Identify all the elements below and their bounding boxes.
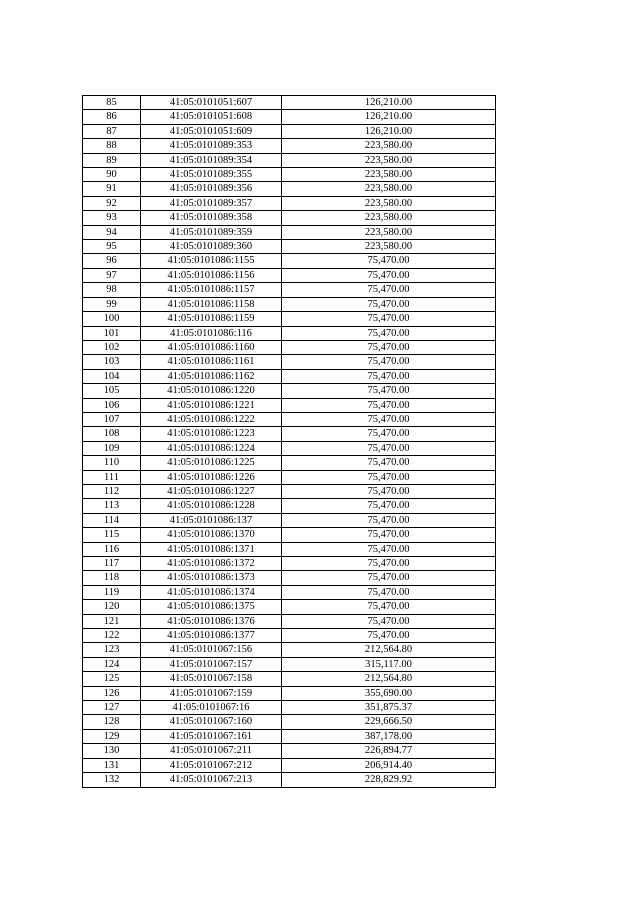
row-number-cell: 127 <box>83 701 141 715</box>
cadastral-value-cell: 75,470.00 <box>282 571 496 585</box>
row-number-cell: 132 <box>83 773 141 787</box>
row-number-cell: 97 <box>83 268 141 282</box>
row-number-cell: 101 <box>83 326 141 340</box>
cadastral-value-cell: 126,210.00 <box>282 110 496 124</box>
cadastral-value-cell: 75,470.00 <box>282 585 496 599</box>
cadastral-number-cell: 41:05:0101086:1162 <box>141 369 282 383</box>
table-row <box>83 225 496 239</box>
cadastral-value-cell: 75,470.00 <box>282 484 496 498</box>
row-number-cell: 108 <box>83 427 141 441</box>
cadastral-value-cell: 75,470.00 <box>282 456 496 470</box>
row-number-cell: 126 <box>83 686 141 700</box>
row-number-cell: 130 <box>83 744 141 758</box>
row-number-cell: 91 <box>83 182 141 196</box>
cadastral-value-cell: 223,580.00 <box>282 153 496 167</box>
row-number-cell: 117 <box>83 557 141 571</box>
cadastral-value-cell: 75,470.00 <box>282 499 496 513</box>
row-number-cell: 120 <box>83 600 141 614</box>
cadastral-number-cell: 41:05:0101051:608 <box>141 110 282 124</box>
table-row <box>83 369 496 383</box>
cadastral-value-cell: 75,470.00 <box>282 470 496 484</box>
table-row <box>83 484 496 498</box>
cadastral-number-cell: 41:05:0101086:1227 <box>141 484 282 498</box>
table-row <box>83 657 496 671</box>
row-number-cell: 99 <box>83 297 141 311</box>
cadastral-number-cell: 41:05:0101086:1372 <box>141 557 282 571</box>
table-row <box>83 312 496 326</box>
row-number-cell: 100 <box>83 312 141 326</box>
cadastral-value-cell: 223,580.00 <box>282 168 496 182</box>
cadastral-value-cell: 75,470.00 <box>282 557 496 571</box>
cadastral-number-cell: 41:05:0101086:1371 <box>141 542 282 556</box>
cadastral-value-cell: 75,470.00 <box>282 614 496 628</box>
cadastral-value-cell: 75,470.00 <box>282 283 496 297</box>
table-row <box>83 571 496 585</box>
cadastral-number-cell: 41:05:0101067:211 <box>141 744 282 758</box>
cadastral-number-cell: 41:05:0101086:1220 <box>141 384 282 398</box>
row-number-cell: 105 <box>83 384 141 398</box>
cadastral-value-cell: 351,875.37 <box>282 701 496 715</box>
table-row <box>83 701 496 715</box>
cadastral-value-cell: 126,210.00 <box>282 96 496 110</box>
cadastral-number-cell: 41:05:0101086:1158 <box>141 297 282 311</box>
row-number-cell: 131 <box>83 758 141 772</box>
cadastral-number-cell: 41:05:0101086:137 <box>141 513 282 527</box>
row-number-cell: 111 <box>83 470 141 484</box>
cadastral-number-cell: 41:05:0101086:1370 <box>141 528 282 542</box>
table-row <box>83 470 496 484</box>
cadastral-value-cell: 223,580.00 <box>282 196 496 210</box>
row-number-cell: 104 <box>83 369 141 383</box>
cadastral-value-cell: 75,470.00 <box>282 441 496 455</box>
cadastral-number-cell: 41:05:0101086:1375 <box>141 600 282 614</box>
cadastral-number-cell: 41:05:0101086:1228 <box>141 499 282 513</box>
row-number-cell: 95 <box>83 240 141 254</box>
cadastral-value-cell: 315,117.00 <box>282 657 496 671</box>
table-row <box>83 441 496 455</box>
table-row <box>83 326 496 340</box>
table-row <box>83 744 496 758</box>
cadastral-number-cell: 41:05:0101089:356 <box>141 182 282 196</box>
row-number-cell: 124 <box>83 657 141 671</box>
cadastral-number-cell: 41:05:0101089:355 <box>141 168 282 182</box>
cadastral-number-cell: 41:05:0101086:1160 <box>141 340 282 354</box>
cadastral-value-cell: 75,470.00 <box>282 355 496 369</box>
row-number-cell: 106 <box>83 398 141 412</box>
row-number-cell: 114 <box>83 513 141 527</box>
row-number-cell: 122 <box>83 629 141 643</box>
cadastral-number-cell: 41:05:0101086:1221 <box>141 398 282 412</box>
table-row <box>83 600 496 614</box>
table-row <box>83 427 496 441</box>
cadastral-number-cell: 41:05:0101067:212 <box>141 758 282 772</box>
cadastral-number-cell: 41:05:0101086:1156 <box>141 268 282 282</box>
table-row <box>83 240 496 254</box>
row-number-cell: 102 <box>83 340 141 354</box>
cadastral-number-cell: 41:05:0101086:1377 <box>141 629 282 643</box>
cadastral-value-cell: 212,564.80 <box>282 672 496 686</box>
table-row <box>83 96 496 110</box>
table-row <box>83 585 496 599</box>
table-row <box>83 398 496 412</box>
table-row <box>83 182 496 196</box>
table-row <box>83 773 496 787</box>
cadastral-value-cell: 75,470.00 <box>282 268 496 282</box>
cadastral-value-cell: 75,470.00 <box>282 412 496 426</box>
cadastral-value-cell: 355,690.00 <box>282 686 496 700</box>
row-number-cell: 129 <box>83 729 141 743</box>
cadastral-number-cell: 41:05:0101089:360 <box>141 240 282 254</box>
cadastral-value-cell: 206,914.40 <box>282 758 496 772</box>
cadastral-number-cell: 41:05:0101086:1226 <box>141 470 282 484</box>
row-number-cell: 118 <box>83 571 141 585</box>
cadastral-value-cell: 75,470.00 <box>282 398 496 412</box>
row-number-cell: 86 <box>83 110 141 124</box>
cadastral-number-cell: 41:05:0101086:1161 <box>141 355 282 369</box>
table-row <box>83 139 496 153</box>
row-number-cell: 107 <box>83 412 141 426</box>
row-number-cell: 92 <box>83 196 141 210</box>
cadastral-value-cell: 75,470.00 <box>282 384 496 398</box>
table-row <box>83 355 496 369</box>
cadastral-number-cell: 41:05:0101086:1224 <box>141 441 282 455</box>
table-row <box>83 715 496 729</box>
cadastral-number-cell: 41:05:0101086:1374 <box>141 585 282 599</box>
cadastral-value-cell: 75,470.00 <box>282 513 496 527</box>
cadastral-number-cell: 41:05:0101089:354 <box>141 153 282 167</box>
cadastral-value-cell: 75,470.00 <box>282 600 496 614</box>
cadastral-value-cell: 223,580.00 <box>282 211 496 225</box>
table-row <box>83 542 496 556</box>
table-row <box>83 110 496 124</box>
table-row <box>83 340 496 354</box>
row-number-cell: 96 <box>83 254 141 268</box>
cadastral-number-cell: 41:05:0101086:1376 <box>141 614 282 628</box>
cadastral-value-cell: 212,564.80 <box>282 643 496 657</box>
row-number-cell: 98 <box>83 283 141 297</box>
row-number-cell: 87 <box>83 124 141 138</box>
cadastral-value-cell: 75,470.00 <box>282 427 496 441</box>
row-number-cell: 121 <box>83 614 141 628</box>
row-number-cell: 90 <box>83 168 141 182</box>
table-row <box>83 124 496 138</box>
cadastral-value-cell: 75,470.00 <box>282 326 496 340</box>
row-number-cell: 123 <box>83 643 141 657</box>
table-row <box>83 268 496 282</box>
table-row <box>83 729 496 743</box>
cadastral-value-cell: 75,470.00 <box>282 340 496 354</box>
row-number-cell: 109 <box>83 441 141 455</box>
cadastral-value-cell: 75,470.00 <box>282 369 496 383</box>
row-number-cell: 115 <box>83 528 141 542</box>
cadastral-value-table <box>82 95 496 788</box>
table-row <box>83 672 496 686</box>
table-row <box>83 499 496 513</box>
cadastral-value-cell: 75,470.00 <box>282 629 496 643</box>
table-row <box>83 153 496 167</box>
table-row <box>83 254 496 268</box>
cadastral-value-cell: 223,580.00 <box>282 240 496 254</box>
cadastral-number-cell: 41:05:0101086:1373 <box>141 571 282 585</box>
cadastral-value-cell: 75,470.00 <box>282 542 496 556</box>
row-number-cell: 116 <box>83 542 141 556</box>
cadastral-number-cell: 41:05:0101086:1159 <box>141 312 282 326</box>
cadastral-value-cell: 229,666.50 <box>282 715 496 729</box>
row-number-cell: 110 <box>83 456 141 470</box>
table-row <box>83 168 496 182</box>
cadastral-value-cell: 75,470.00 <box>282 528 496 542</box>
cadastral-number-cell: 41:05:0101086:1155 <box>141 254 282 268</box>
cadastral-number-cell: 41:05:0101067:157 <box>141 657 282 671</box>
cadastral-number-cell: 41:05:0101089:359 <box>141 225 282 239</box>
cadastral-number-cell: 41:05:0101067:161 <box>141 729 282 743</box>
cadastral-number-cell: 41:05:0101067:160 <box>141 715 282 729</box>
cadastral-number-cell: 41:05:0101067:213 <box>141 773 282 787</box>
cadastral-value-cell: 223,580.00 <box>282 182 496 196</box>
cadastral-number-cell: 41:05:0101086:1222 <box>141 412 282 426</box>
cadastral-value-cell: 387,178.00 <box>282 729 496 743</box>
table-row <box>83 456 496 470</box>
table-row <box>83 384 496 398</box>
cadastral-value-cell: 223,580.00 <box>282 139 496 153</box>
row-number-cell: 128 <box>83 715 141 729</box>
table-row <box>83 211 496 225</box>
cadastral-number-cell: 41:05:0101067:159 <box>141 686 282 700</box>
table-row <box>83 196 496 210</box>
table-row <box>83 614 496 628</box>
row-number-cell: 93 <box>83 211 141 225</box>
table-row <box>83 629 496 643</box>
table-row <box>83 643 496 657</box>
cadastral-value-cell: 126,210.00 <box>282 124 496 138</box>
cadastral-number-cell: 41:05:0101086:1225 <box>141 456 282 470</box>
cadastral-value-cell: 75,470.00 <box>282 297 496 311</box>
row-number-cell: 113 <box>83 499 141 513</box>
row-number-cell: 119 <box>83 585 141 599</box>
cadastral-number-cell: 41:05:0101089:357 <box>141 196 282 210</box>
cadastral-number-cell: 41:05:0101051:609 <box>141 124 282 138</box>
cadastral-number-cell: 41:05:0101067:158 <box>141 672 282 686</box>
cadastral-number-cell: 41:05:0101089:353 <box>141 139 282 153</box>
row-number-cell: 94 <box>83 225 141 239</box>
row-number-cell: 85 <box>83 96 141 110</box>
table-row <box>83 686 496 700</box>
table-row <box>83 528 496 542</box>
table-row <box>83 283 496 297</box>
row-number-cell: 89 <box>83 153 141 167</box>
cadastral-value-cell: 75,470.00 <box>282 254 496 268</box>
table-row <box>83 297 496 311</box>
cadastral-value-cell: 228,829.92 <box>282 773 496 787</box>
row-number-cell: 112 <box>83 484 141 498</box>
cadastral-number-cell: 41:05:0101089:358 <box>141 211 282 225</box>
row-number-cell: 125 <box>83 672 141 686</box>
row-number-cell: 88 <box>83 139 141 153</box>
cadastral-number-cell: 41:05:0101051:607 <box>141 96 282 110</box>
cadastral-number-cell: 41:05:0101067:16 <box>141 701 282 715</box>
cadastral-number-cell: 41:05:0101086:116 <box>141 326 282 340</box>
cadastral-number-cell: 41:05:0101067:156 <box>141 643 282 657</box>
cadastral-value-cell: 226,894.77 <box>282 744 496 758</box>
table-row <box>83 513 496 527</box>
cadastral-number-cell: 41:05:0101086:1223 <box>141 427 282 441</box>
cadastral-value-cell: 75,470.00 <box>282 312 496 326</box>
row-number-cell: 103 <box>83 355 141 369</box>
table-body <box>83 96 496 788</box>
table-row <box>83 557 496 571</box>
table-row <box>83 412 496 426</box>
cadastral-number-cell: 41:05:0101086:1157 <box>141 283 282 297</box>
table-row <box>83 758 496 772</box>
cadastral-value-cell: 223,580.00 <box>282 225 496 239</box>
